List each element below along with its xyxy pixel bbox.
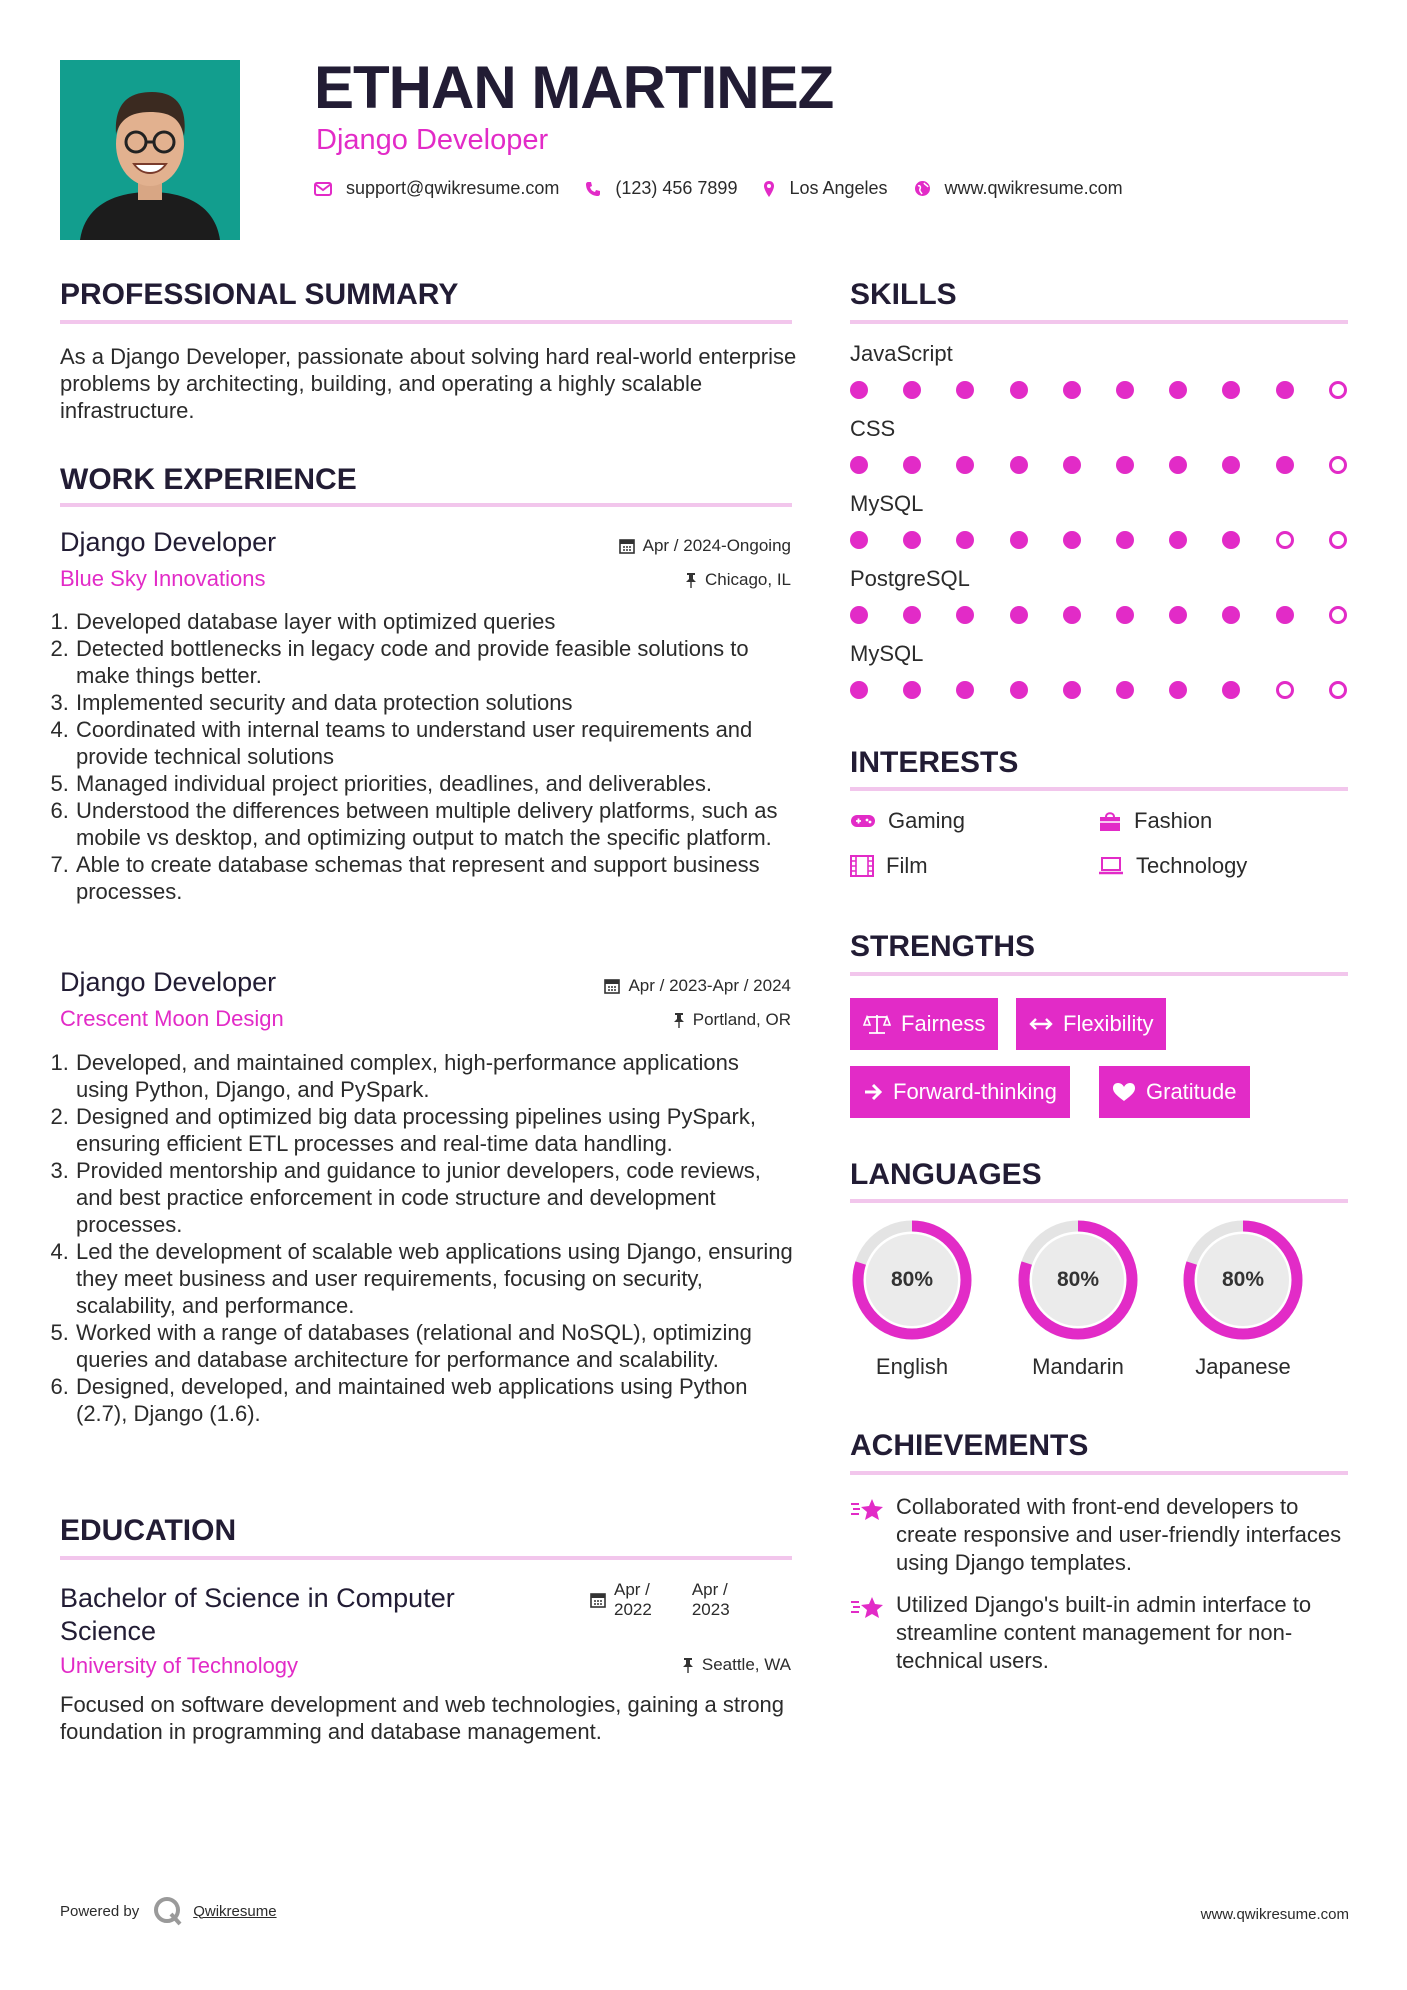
language-percent: 80% [890, 1268, 934, 1291]
language-name: Japanese [1195, 1354, 1291, 1379]
skill-dot-filled [903, 681, 921, 699]
skills-divider [850, 320, 1348, 324]
bullet-item: 3. Implemented security and data protection solutions [75, 689, 797, 716]
job-bullets [57, 1049, 797, 1427]
interest-item-film [850, 853, 928, 879]
skill-dot-filled [1063, 606, 1081, 624]
website-text: www.qwikresume.com [944, 178, 1123, 198]
languages-divider [850, 1199, 1348, 1203]
candidate-role: Django Developer [316, 124, 549, 156]
job-dates-text: Apr / 2023-Apr / 2024 [628, 976, 791, 995]
shooting-star-icon [850, 1593, 884, 1621]
bullet-item: 2. Detected bottlenecks in legacy code and provide feasible solutions to make things better. [75, 635, 797, 689]
strength-badge-gratitude [1099, 1066, 1250, 1118]
skill-dot-filled [1169, 606, 1187, 624]
achievement-text: Utilized Django's built-in admin interface to streamline content management for non-technical users. [896, 1592, 1312, 1673]
interest-label: Technology [1136, 853, 1248, 878]
qwikresume-link[interactable]: Qwikresume [193, 1902, 277, 1920]
gamepad-icon [850, 813, 876, 829]
pushpin-icon [682, 1657, 694, 1673]
skill-dot-filled [1276, 381, 1294, 399]
strength-label: Gratitude [1146, 1079, 1237, 1104]
skill-dot-filled [1010, 606, 1028, 624]
skill-name: MySQL [850, 641, 924, 666]
language-item [1181, 1218, 1305, 1379]
job-bullets [57, 608, 797, 905]
strengths-divider [850, 972, 1348, 976]
language-name: Mandarin [1032, 1354, 1124, 1379]
school-name: University of Technology [60, 1653, 299, 1678]
skill-rating [850, 531, 1350, 551]
skill-rating [850, 381, 1350, 401]
education-divider [60, 1556, 792, 1560]
skill-dot-empty [1329, 381, 1347, 399]
skill-dot-filled [1222, 456, 1240, 474]
strength-label: Fairness [901, 1011, 986, 1036]
bullet-item: 5. Managed individual project priorities, deadlines, and deliverables. [75, 770, 797, 797]
location-text: Los Angeles [789, 178, 888, 198]
interest-label: Film [886, 853, 928, 878]
skill-dot-filled [1169, 381, 1187, 399]
job-dates-text: Apr / 2024-Ongoing [642, 536, 791, 555]
phone-text: (123) 456 7899 [615, 178, 738, 198]
calendar-icon [619, 538, 635, 554]
shopping-bag-icon [1098, 810, 1122, 832]
skill-dot-empty [1329, 606, 1347, 624]
job-location-text: Chicago, IL [705, 570, 791, 589]
bullet-item: 1. Developed database layer with optimized queries [75, 608, 797, 635]
summary-text: As a Django Developer, passionate about solving hard real-world enterprise problems by architecting, building, and operating a highly scalable infrastructure. [60, 344, 797, 423]
experience-title: WORK EXPERIENCE [60, 463, 357, 496]
job-location-text: Portland, OR [692, 1010, 791, 1029]
pushpin-icon [673, 1012, 685, 1028]
skill-dot-filled [956, 681, 974, 699]
bullet-item: 2. Designed and optimized big data processing pipelines using PySpark, ensuring efficient ETL processes and real-time data handling. [75, 1103, 797, 1157]
start-month: Apr / [614, 1580, 650, 1599]
skill-dot-empty [1329, 456, 1347, 474]
skill-name: JavaScript [850, 341, 953, 366]
achievement-text: Collaborated with front-end developers to create responsive and user-friendly interfaces using Django templates. [896, 1494, 1342, 1575]
education-location [682, 1655, 791, 1675]
skill-dot-filled [1116, 456, 1134, 474]
interests-title: INTERESTS [850, 746, 1019, 779]
envelope-icon [314, 182, 332, 196]
skill-rating [850, 456, 1350, 476]
skill-dot-filled [1116, 606, 1134, 624]
language-percent: 80% [1056, 1268, 1100, 1291]
interest-item-technology [1098, 853, 1247, 879]
strength-badge-forward-thinking [850, 1066, 1070, 1118]
skill-dot-filled [956, 531, 974, 549]
laptop-icon [1098, 856, 1124, 876]
skill-dot-filled [850, 606, 868, 624]
interests-divider [850, 787, 1348, 791]
skill-dot-filled [1222, 531, 1240, 549]
skill-dot-empty [1276, 681, 1294, 699]
pushpin-icon [685, 572, 697, 588]
education-dates [590, 1580, 730, 1620]
job-location [685, 570, 791, 590]
calendar-icon [604, 978, 620, 994]
heart-icon [1112, 1082, 1136, 1102]
skill-dot-filled [1010, 456, 1028, 474]
company-name: Crescent Moon Design [60, 1006, 284, 1031]
education-location-text: Seattle, WA [701, 1655, 791, 1674]
skill-dot-filled [1222, 381, 1240, 399]
footer-website[interactable]: www.qwikresume.com [1200, 1906, 1349, 1923]
skill-name: CSS [850, 416, 896, 441]
skill-dot-filled [1116, 531, 1134, 549]
footer-powered-by [60, 1896, 277, 1926]
skill-dot-filled [1222, 606, 1240, 624]
shooting-star-icon [850, 1495, 884, 1523]
achievements-title: ACHIEVEMENTS [850, 1429, 1089, 1462]
job-dates [604, 976, 791, 996]
interest-label: Fashion [1134, 808, 1213, 833]
arrows-horizontal-icon [1029, 1017, 1053, 1031]
skill-dot-empty [1276, 531, 1294, 549]
end-month: Apr / [691, 1580, 728, 1599]
film-icon [850, 855, 874, 877]
skill-dot-empty [1329, 531, 1347, 549]
skill-dot-filled [903, 456, 921, 474]
skill-dot-filled [1063, 681, 1081, 699]
achievement-item [850, 1591, 1350, 1675]
job-location [673, 1010, 791, 1030]
summary-title: PROFESSIONAL SUMMARY [60, 278, 459, 311]
qwikresume-logo-icon [153, 1896, 183, 1926]
skill-dot-filled [1010, 531, 1028, 549]
achievement-item [850, 1493, 1350, 1577]
bullet-item: 4. Coordinated with internal teams to understand user requirements and provide technical solutions [75, 716, 797, 770]
skill-dot-filled [1063, 456, 1081, 474]
skill-dot-filled [1116, 681, 1134, 699]
interest-label: Gaming [888, 808, 966, 833]
powered-by-text: Powered by [60, 1902, 140, 1920]
contact-email[interactable] [314, 178, 559, 199]
strength-badge-flexibility [1016, 998, 1166, 1050]
skill-dot-filled [850, 381, 868, 399]
contact-location [763, 178, 887, 199]
skill-dot-filled [1276, 456, 1294, 474]
strengths-title: STRENGTHS [850, 930, 1036, 963]
skill-rating [850, 681, 1350, 701]
globe-icon [914, 180, 931, 197]
map-pin-icon [763, 180, 775, 198]
phone-icon [585, 181, 601, 197]
skill-dot-filled [1010, 681, 1028, 699]
skills-title: SKILLS [850, 278, 957, 311]
contact-bar [314, 178, 1149, 199]
bullet-item: 4. Led the development of scalable web applications using Django, ensuring they meet business and user requirements, focusing on security, scalability, and performance. [75, 1238, 797, 1319]
skill-dot-filled [903, 381, 921, 399]
candidate-name: ETHAN MARTINEZ [314, 54, 834, 121]
skill-name: MySQL [850, 491, 924, 516]
strength-label: Flexibility [1063, 1011, 1154, 1036]
bullet-item: 7. Able to create database schemas that represent and support business processes. [75, 851, 797, 905]
bullet-item: 6. Designed, developed, and maintained web applications using Python (2.7), Django (1.6). [75, 1373, 797, 1427]
company-name: Blue Sky Innovations [60, 566, 266, 591]
bullet-item: 3. Provided mentorship and guidance to junior developers, code reviews, and best practice enforcement in code structure and development processes. [75, 1157, 797, 1238]
skill-dot-empty [1329, 681, 1347, 699]
bullet-item: 1. Developed, and maintained complex, high-performance applications using Python, Django, and PySpark. [75, 1049, 797, 1103]
email-text: support@qwikresume.com [346, 178, 560, 198]
interest-item-gaming [850, 808, 965, 834]
skill-dot-filled [1276, 606, 1294, 624]
degree-title: Bachelor of Science in Computer Science [60, 1583, 455, 1646]
skill-dot-filled [956, 606, 974, 624]
education-title: EDUCATION [60, 1514, 237, 1547]
arrow-right-icon [863, 1083, 883, 1101]
languages-title: LANGUAGES [850, 1158, 1042, 1191]
skill-dot-filled [850, 531, 868, 549]
skill-dot-filled [956, 456, 974, 474]
skill-rating [850, 606, 1350, 626]
strength-label: Forward-thinking [893, 1079, 1057, 1104]
language-name: English [875, 1354, 949, 1379]
skill-dot-filled [1116, 381, 1134, 399]
contact-phone[interactable] [585, 178, 737, 199]
skill-dot-filled [903, 606, 921, 624]
skill-dot-filled [850, 681, 868, 699]
education-text: Focused on software development and web technologies, gaining a strong foundation in programming and database management. [60, 1692, 785, 1744]
balance-scale-icon [863, 1013, 891, 1035]
language-percent: 80% [1221, 1268, 1265, 1291]
profile-photo [60, 60, 240, 240]
interest-item-fashion [1098, 808, 1212, 834]
skill-dot-filled [850, 456, 868, 474]
job-title: Django Developer [60, 527, 277, 557]
skill-dot-filled [1063, 531, 1081, 549]
start-year: 2022 [614, 1600, 652, 1619]
achievements-divider [850, 1471, 1348, 1475]
language-item [1016, 1218, 1140, 1379]
bullet-item: 6. Understood the differences between multiple delivery platforms, such as mobile vs desktop, and optimizing output to match the specific platform. [75, 797, 797, 851]
strength-badge-fairness [850, 998, 998, 1050]
skill-dot-filled [1169, 456, 1187, 474]
skill-dot-filled [1063, 381, 1081, 399]
experience-divider [60, 503, 792, 507]
skill-dot-filled [1169, 681, 1187, 699]
skill-dot-filled [956, 381, 974, 399]
bullet-item: 5. Worked with a range of databases (relational and NoSQL), optimizing queries and database architecture for performance and scalability. [75, 1319, 797, 1373]
calendar-icon [590, 1592, 606, 1608]
skill-name: PostgreSQL [850, 566, 970, 591]
job-title: Django Developer [60, 967, 277, 997]
summary-divider [60, 320, 792, 324]
job-dates [619, 536, 791, 556]
contact-website[interactable] [914, 178, 1123, 199]
skill-dot-filled [1169, 531, 1187, 549]
skill-dot-filled [903, 531, 921, 549]
end-year: 2023 [691, 1600, 730, 1619]
skill-dot-filled [1010, 381, 1028, 399]
skill-dot-filled [1222, 681, 1240, 699]
language-item [850, 1218, 974, 1379]
